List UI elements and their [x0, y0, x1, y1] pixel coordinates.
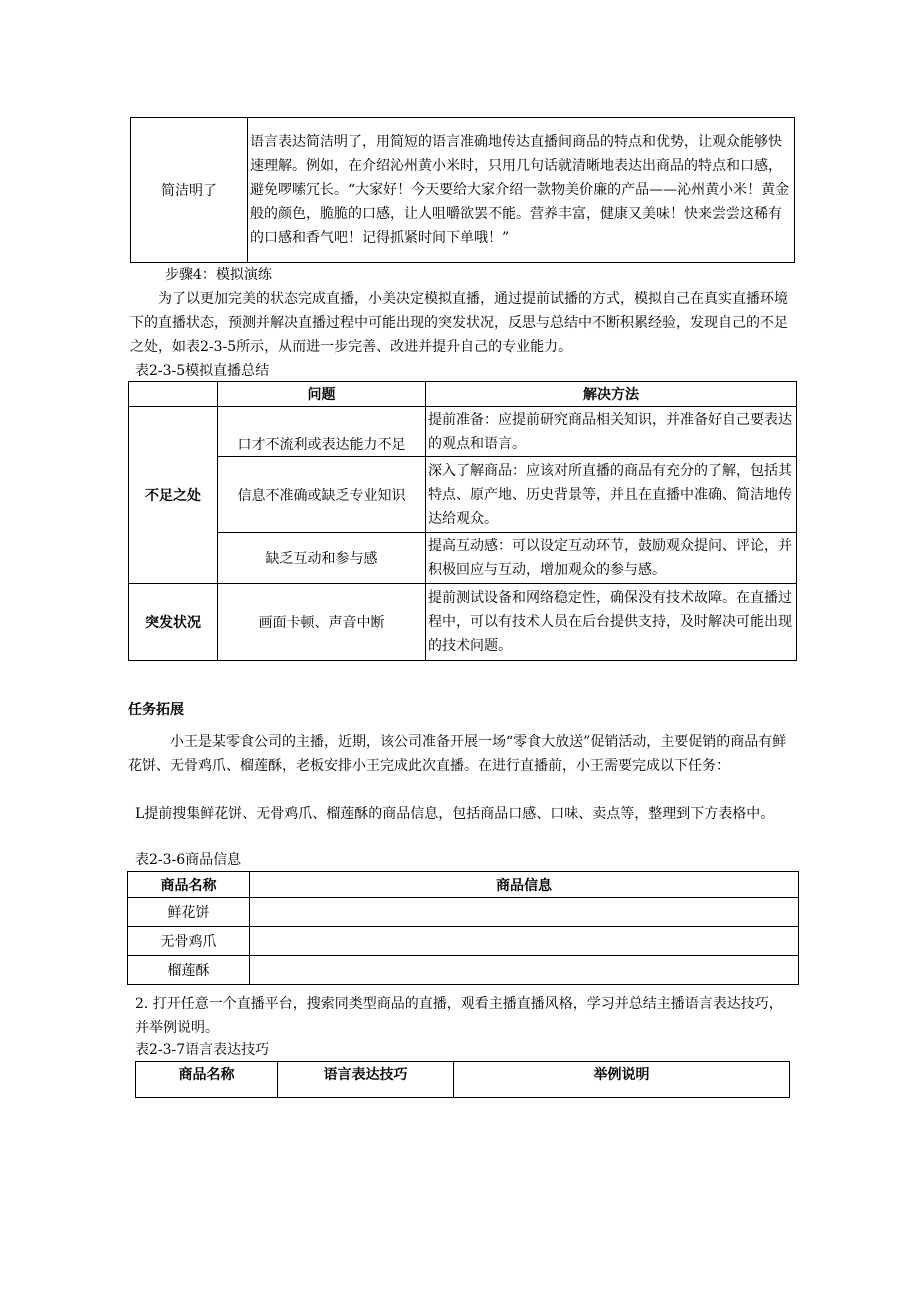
solution-cell: 深入了解商品：应该对所直播的商品有充分的了解，包括其特点、原产地、历史背景等，并且在直播中准确、简洁地传达给观众。	[426, 457, 797, 533]
group-label-shortcomings: 不足之处	[129, 407, 218, 584]
solution-cell: 提前准备：应提前研究商品相关知识，并准备好自己要表达的观点和语言。	[426, 407, 797, 457]
solution-cell: 提前测试设备和网络稳定性，确保没有技术故障。在直播过程中，可以有技术人员在后台提供支持，及时解决可能出现的技术问题。	[426, 584, 797, 661]
table-236-caption: 表2-3-6商品信息	[135, 852, 242, 868]
problem-cell: 缺乏互动和参与感	[218, 533, 426, 584]
product-name-cell: 榴莲酥	[128, 956, 250, 985]
header-product-name: 商品名称	[136, 1062, 278, 1098]
header-problem: 问题	[218, 382, 426, 407]
row-content: 语言表达简洁明了，用简短的语言准确地传达直播间商品的特点和优势，让观众能够快速理解。例如，在介绍沁州黄小米时，只用几句话就清晰地表达出商品的特点和口感，避免啰嗦冗长。“大家好！今天要给大家介绍一款物美价廉的产品——沁州黄小米！黄金般的颜色，脆脆的口感，让人咀嚼欲罢不能。营养丰富，健康又美味！快来尝尝这稀有的口感和香气吧！记得抓紧时间下单哦！”	[248, 118, 795, 263]
step4-title: 步骤4：模拟演练	[165, 267, 272, 283]
group-label-emergencies: 突发状况	[129, 584, 218, 661]
header-language-skill: 语言表达技巧	[278, 1062, 454, 1098]
table-235-top	[130, 117, 795, 263]
problem-cell: 口才不流利或表达能力不足	[218, 407, 426, 457]
table-236	[127, 871, 799, 985]
step4-paragraph: 为了以更加完美的状态完成直播，小美决定模拟直播，通过提前试播的方式，模拟自己在真实直播环境下的直播状态，预测并解决直播过程中可能出现的突发状况，反思与总结中不断积累经验，发现自己的不足之处，如表2-3-5所示，从而进一步完善、改进并提升自己的专业能力。	[130, 291, 788, 355]
table-235-caption: 表2-3-5模拟直播总结	[135, 363, 270, 379]
product-info-cell	[250, 898, 799, 927]
header-empty	[129, 382, 218, 407]
task-item-1: L提前搜集鲜花饼、无骨鸡爪、榴莲酥的商品信息，包括商品口感、口味、卖点等，整理到下方表格中。	[135, 806, 775, 822]
product-info-cell	[250, 956, 799, 985]
row-label: 简洁明了	[131, 118, 248, 263]
problem-cell: 信息不准确或缺乏专业知识	[218, 457, 426, 533]
product-name-cell: 鲜花饼	[128, 898, 250, 927]
product-name-cell: 无骨鸡爪	[128, 927, 250, 956]
problem-cell: 画面卡顿、声音中断	[218, 584, 426, 661]
table-235	[128, 381, 797, 661]
solution-cell: 提高互动感：可以设定互动环节，鼓励观众提问、评论，并积极回应与互动，增加观众的参与感。	[426, 533, 797, 584]
table-237-caption: 表2-3-7语言表达技巧	[135, 1042, 270, 1058]
task-heading: 任务拓展	[128, 702, 184, 718]
header-product-info: 商品信息	[250, 872, 799, 898]
table-237	[135, 1061, 790, 1098]
header-example: 举例说明	[454, 1062, 790, 1098]
product-info-cell	[250, 927, 799, 956]
header-product-name: 商品名称	[128, 872, 250, 898]
task-item-2: 2. 打开任意一个直播平台，搜索同类型商品的直播，观看主播直播风格，学习并总结主播语言表达技巧，并举例说明。	[135, 996, 783, 1036]
task-intro: 小王是某零食公司的主播，近期，该公司准备开展一场“零食大放送”促销活动，主要促销的商品有鲜花饼、无骨鸡爪、榴莲酥，老板安排小王完成此次直播。在进行直播前，小王需要完成以下任务：	[128, 734, 787, 774]
header-solution: 解决方法	[426, 382, 797, 407]
